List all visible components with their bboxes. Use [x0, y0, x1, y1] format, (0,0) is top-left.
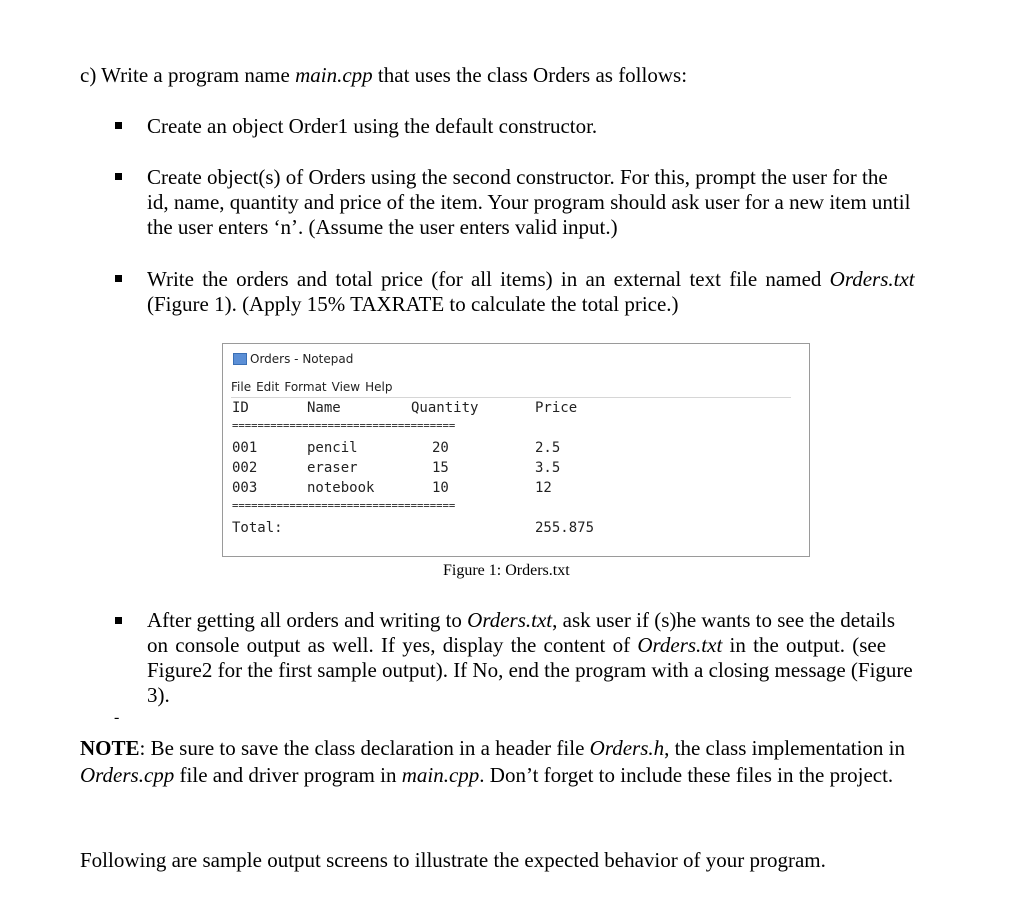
header-quantity: Quantity [411, 400, 479, 416]
notepad-title: Orders - Notepad [250, 352, 354, 366]
note-file-main: main.cpp [401, 763, 480, 787]
bullet-1-text: Create an object Order1 using the default constructor. [147, 114, 598, 138]
header-price: Price [535, 400, 578, 416]
row-2-name: eraser [307, 460, 358, 476]
menu-file[interactable]: File [231, 380, 252, 394]
note-file-cpp: Orders.cpp [80, 763, 175, 787]
note-line-2-a: file and driver program in [174, 763, 402, 787]
row-3-name: notebook [307, 480, 375, 496]
note-line-2-b: . Don’t forget to include these files in the project. [479, 763, 894, 787]
bullet-4-marker [115, 617, 122, 624]
row-1-price: 2.5 [535, 440, 561, 456]
menu-help[interactable]: Help [365, 380, 393, 394]
row-2-price: 3.5 [535, 460, 561, 476]
separator-top: =================================== [232, 420, 456, 432]
bullet-4-line-2-file: Orders.txt [637, 633, 723, 657]
bullet-3-line-1-text: Write the orders and total price (for all items) in an external text file named [147, 267, 830, 291]
menu-format[interactable]: Format [284, 380, 327, 394]
row-2-quantity: 15 [432, 460, 449, 476]
bullet-2-line-1: Create object(s) of Orders using the second constructor. For this, prompt the user for the [147, 165, 888, 189]
bullet-4-line-2-tail: in the output. (see [722, 633, 887, 657]
row-3-id: 003 [232, 480, 258, 496]
stray-dash: - [114, 709, 120, 726]
figure-caption: Figure 1: Orders.txt [443, 562, 570, 579]
notepad-title-bar [233, 352, 353, 366]
row-2-id: 002 [232, 460, 258, 476]
bullet-3-file: Orders.txt [829, 267, 915, 291]
note-line-2 [80, 762, 893, 788]
notepad-icon [233, 353, 247, 365]
row-3-price: 12 [535, 480, 552, 496]
bullet-1-marker [115, 122, 122, 129]
row-1-quantity: 20 [432, 440, 449, 456]
bullet-2-line-3: the user enters ‘n’. (Assume the user enters valid input.) [147, 215, 618, 239]
bullet-3-marker [115, 275, 122, 282]
bullet-4-line-2-text: on console output as well. If yes, display the content of [147, 633, 638, 657]
bullet-4-line-1-text: After getting all orders and writing to [147, 608, 468, 632]
separator-bottom: =================================== [232, 500, 456, 512]
row-3-quantity: 10 [432, 480, 449, 496]
notepad-menu-bar [231, 380, 397, 394]
bullet-2-marker [115, 173, 122, 180]
intro-file: main.cpp [295, 63, 373, 87]
bullet-4-line-3: Figure2 for the first sample output). If No, end the program with a closing message (Figure [147, 658, 913, 682]
bullet-4-line-4: 3). [147, 683, 170, 707]
bullet-4-line-1 [147, 607, 895, 633]
intro-suffix: that uses the class Orders as follows: [372, 63, 688, 87]
note-line-1-b: , the class implementation in [664, 736, 906, 760]
note-line-1 [80, 735, 905, 761]
note-label: NOTE [80, 736, 140, 760]
row-1-id: 001 [232, 440, 258, 456]
intro-prefix: c) Write a program name [80, 63, 296, 87]
bullet-2-line-2: id, name, quantity and price of the item. Your program should ask user for a new item until [147, 190, 911, 214]
total-label: Total: [232, 520, 283, 536]
menu-edit[interactable]: Edit [256, 380, 280, 394]
bullet-4-line-2 [147, 632, 886, 658]
bullet-4-line-1-file: Orders.txt [467, 608, 553, 632]
menu-view[interactable]: View [331, 380, 361, 394]
notepad-menu-divider [231, 397, 791, 398]
following-text: Following are sample output screens to illustrate the expected behavior of your program. [80, 848, 826, 872]
header-name: Name [307, 400, 341, 416]
intro-line [80, 62, 687, 88]
row-1-name: pencil [307, 440, 358, 456]
note-line-1-a: : Be sure to save the class declaration in a header file [139, 736, 590, 760]
notepad-window [222, 343, 810, 557]
bullet-4-line-1-tail: , ask user if (s)he wants to see the details [552, 608, 896, 632]
bullet-3-line-1 [147, 266, 915, 292]
total-value: 255.875 [535, 520, 595, 536]
header-id: ID [232, 400, 249, 416]
bullet-3-line-2: (Figure 1). (Apply 15% TAXRATE to calculate the total price.) [147, 292, 679, 316]
note-file-h: Orders.h [589, 736, 665, 760]
